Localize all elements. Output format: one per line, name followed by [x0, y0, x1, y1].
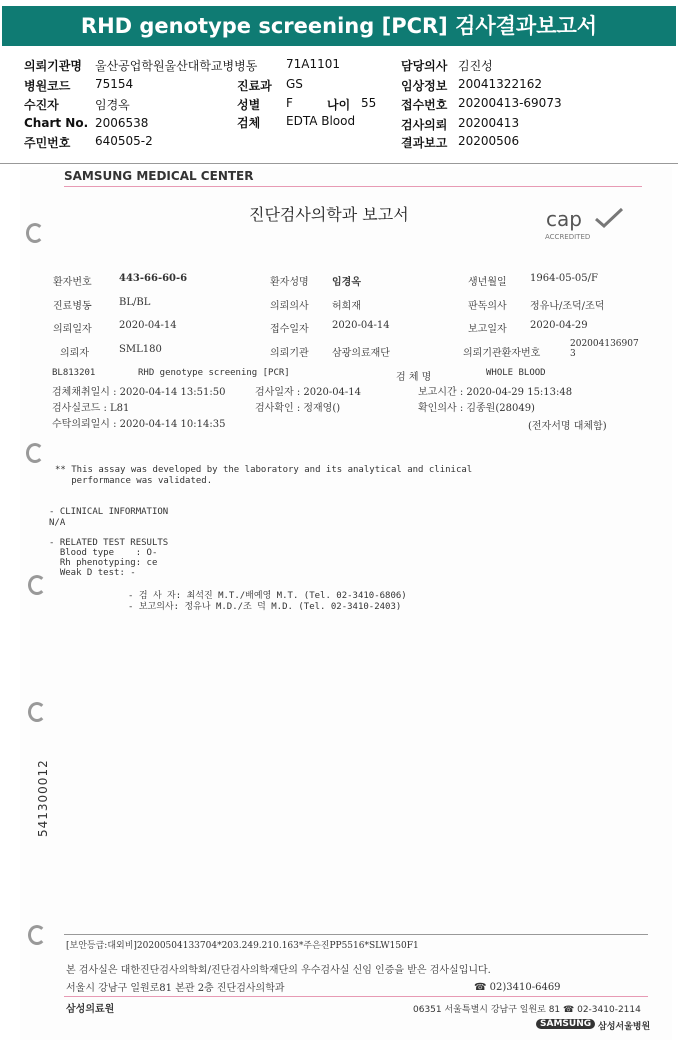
id-value: 640505-2 [95, 134, 153, 148]
dept-label: 진료과 [237, 79, 272, 93]
specimen-name-value: WHOLE BLOOD [486, 368, 546, 378]
report-title: RHD genotype screening [PCR] 검사결과보고서 [2, 6, 676, 46]
footer-hospital: 삼성서울병원 [598, 1022, 651, 1032]
blood-type: Blood type : O- [49, 548, 158, 558]
exam-date: 검사일자 : 2020-04-14 [255, 387, 362, 398]
binder-hole-icon [28, 575, 46, 595]
recv-date-label: 접수일자 [270, 324, 309, 335]
assay-note-2: performance was validated. [55, 476, 213, 486]
footer-brand: 삼성의료원 [66, 1004, 115, 1015]
code-label: 병원코드 [24, 79, 71, 93]
age-label: 나이 [327, 98, 351, 112]
bottom-rule [64, 934, 648, 935]
weak-d-test: Weak D test: - [49, 568, 136, 578]
exam-confirm: 검사확인 : 정재영() [255, 403, 341, 414]
req-doctor-value: 허희재 [332, 301, 361, 312]
req-org-value: 삼광의료재단 [332, 348, 390, 359]
accredited-text: ACCREDITED [545, 233, 591, 241]
patient-value: 임경옥 [95, 98, 130, 112]
specimen-label: 검체 [237, 116, 261, 130]
binder-hole-icon [26, 223, 44, 243]
birth-value: 1964-05-05/F [530, 273, 598, 284]
requester-label: 의뢰자 [60, 348, 89, 359]
requester-value: SML180 [119, 344, 162, 355]
scanned-report [20, 167, 672, 1040]
hospital-label: 의뢰기관명 [24, 59, 82, 73]
patient-name-label: 환자성명 [270, 277, 309, 288]
sex-value: F [286, 96, 293, 110]
reporter-info: - 보고의사: 정유나 M.D./조 덕 M.D. (Tel. 02-3410-2403) [128, 602, 402, 612]
pink-rule [64, 186, 642, 187]
lab-address: 서울시 강남구 일원로81 본관 2층 진단검사의학과 [66, 983, 285, 994]
reading-doctor-label: 판독의사 [468, 301, 507, 312]
hospital-value: 울산공업학원울산대학교병병동 [95, 59, 258, 73]
request-label: 검사의뢰 [401, 118, 448, 132]
lab-code: 검사실코드 : L81 [52, 403, 130, 414]
specimen-name-label: 검 체 명 [396, 372, 432, 383]
assay-note-1: ** This assay was developed by the laboratory and its analytical and clinical [55, 465, 473, 475]
receipt-label: 접수번호 [401, 98, 448, 112]
related-results-heading: - RELATED TEST RESULTS [49, 538, 169, 548]
side-code: 541300012 [36, 759, 50, 837]
patient-name-value: 임경옥 [332, 277, 361, 288]
report-time: 보고시간 : 2020-04-29 15:13:48 [418, 387, 573, 398]
cap-logo [542, 207, 624, 243]
confirm-doctor: 확인의사 : 김종원(28049) [418, 403, 535, 414]
clinical-info-value: N/A [49, 518, 66, 528]
test-code: BL813201 [52, 368, 96, 378]
recv-date-value: 2020-04-14 [332, 320, 390, 331]
req-org-label: 의뢰기관 [270, 348, 309, 359]
birth-label: 생년월일 [468, 277, 507, 288]
collect-time: 검체채취일시 : 2020-04-14 13:51:50 [52, 387, 226, 398]
chart-value: 2006538 [95, 116, 149, 130]
org-patient-no-value: 2020041369073 [570, 339, 639, 359]
patient-no-label: 환자번호 [53, 277, 92, 288]
req-date-value: 2020-04-14 [119, 320, 177, 331]
doctor-value: 김진성 [458, 59, 493, 73]
lab-phone: ☎ 02)3410-6469 [474, 982, 561, 993]
code-value: 75154 [95, 77, 134, 91]
hospital-code: 71A1101 [286, 57, 341, 71]
test-name: RHD genotype screening [PCR] [138, 368, 290, 378]
binder-hole-icon [28, 925, 46, 945]
consign-time: 수탁의뢰일시 : 2020-04-14 10:14:35 [52, 419, 226, 430]
dept-value: GS [286, 77, 303, 91]
security-line: [보안등급:대외비]202005041337​04*203.249.210.163*주은진PP5516*SLW150F1 [66, 941, 419, 951]
report-date-value: 20200506 [458, 134, 520, 148]
binder-hole-icon [26, 443, 44, 463]
samsung-logo: SAMSUNG [536, 1019, 595, 1029]
reading-doctor-value: 정유나/조덕/조덕 [530, 301, 605, 312]
receipt-value: 20200413-69073 [458, 96, 562, 110]
divider [0, 163, 678, 164]
binder-hole-icon [28, 702, 46, 722]
req-date-label: 의뢰일자 [53, 324, 92, 335]
tester-info: - 검 사 자: 최석진 M.T./배예영 M.T. (Tel. 02-3410-6806) [128, 591, 407, 601]
center-logo: SAMSUNG MEDICAL CENTER [64, 169, 254, 183]
request-value: 20200413 [458, 116, 520, 130]
clinical-label: 임상정보 [401, 79, 448, 93]
rh-phenotyping: Rh phenotyping: ce [49, 558, 158, 568]
id-label: 주민번호 [24, 136, 71, 150]
clinical-info-heading: - CLINICAL INFORMATION [49, 507, 169, 517]
report-info [0, 50, 678, 158]
patient-label: 수진자 [24, 98, 59, 112]
cap-mark: cap [546, 207, 582, 231]
report-date-label: 결과보고 [401, 136, 448, 150]
footer-address: 06351 서울특별시 강남구 일원로 81 ☎ 02-3410-2114 [413, 1005, 641, 1015]
rep-date-value: 2020-04-29 [530, 320, 588, 331]
report-heading: 진단검사의학과 보고서 [249, 205, 409, 224]
certification-text: 본 검사실은 대한진단검사의학회/진단검사의학재단의 우수검사실 신임 인증을 받은 검사실입니다. [66, 965, 491, 976]
check-icon [594, 207, 624, 229]
sex-label: 성별 [237, 98, 261, 112]
age-value: 55 [361, 96, 377, 110]
e-sign-note: (전자서명 대체함) [528, 421, 607, 432]
org-patient-no-label: 의뢰기관환자번호 [463, 348, 541, 359]
ward-label: 진료병동 [53, 301, 92, 312]
req-doctor-label: 의뢰의사 [270, 301, 309, 312]
patient-no-value: 443-66-60-6 [119, 273, 188, 284]
doctor-label: 담당의사 [401, 59, 448, 73]
pink-bottom-rule [64, 996, 648, 997]
specimen-value: EDTA Blood [286, 114, 356, 128]
rep-date-label: 보고일자 [468, 324, 507, 335]
ward-value: BL/BL [119, 297, 151, 308]
chart-label: Chart No. [24, 116, 89, 130]
clinical-value: 20041322162 [458, 77, 542, 91]
